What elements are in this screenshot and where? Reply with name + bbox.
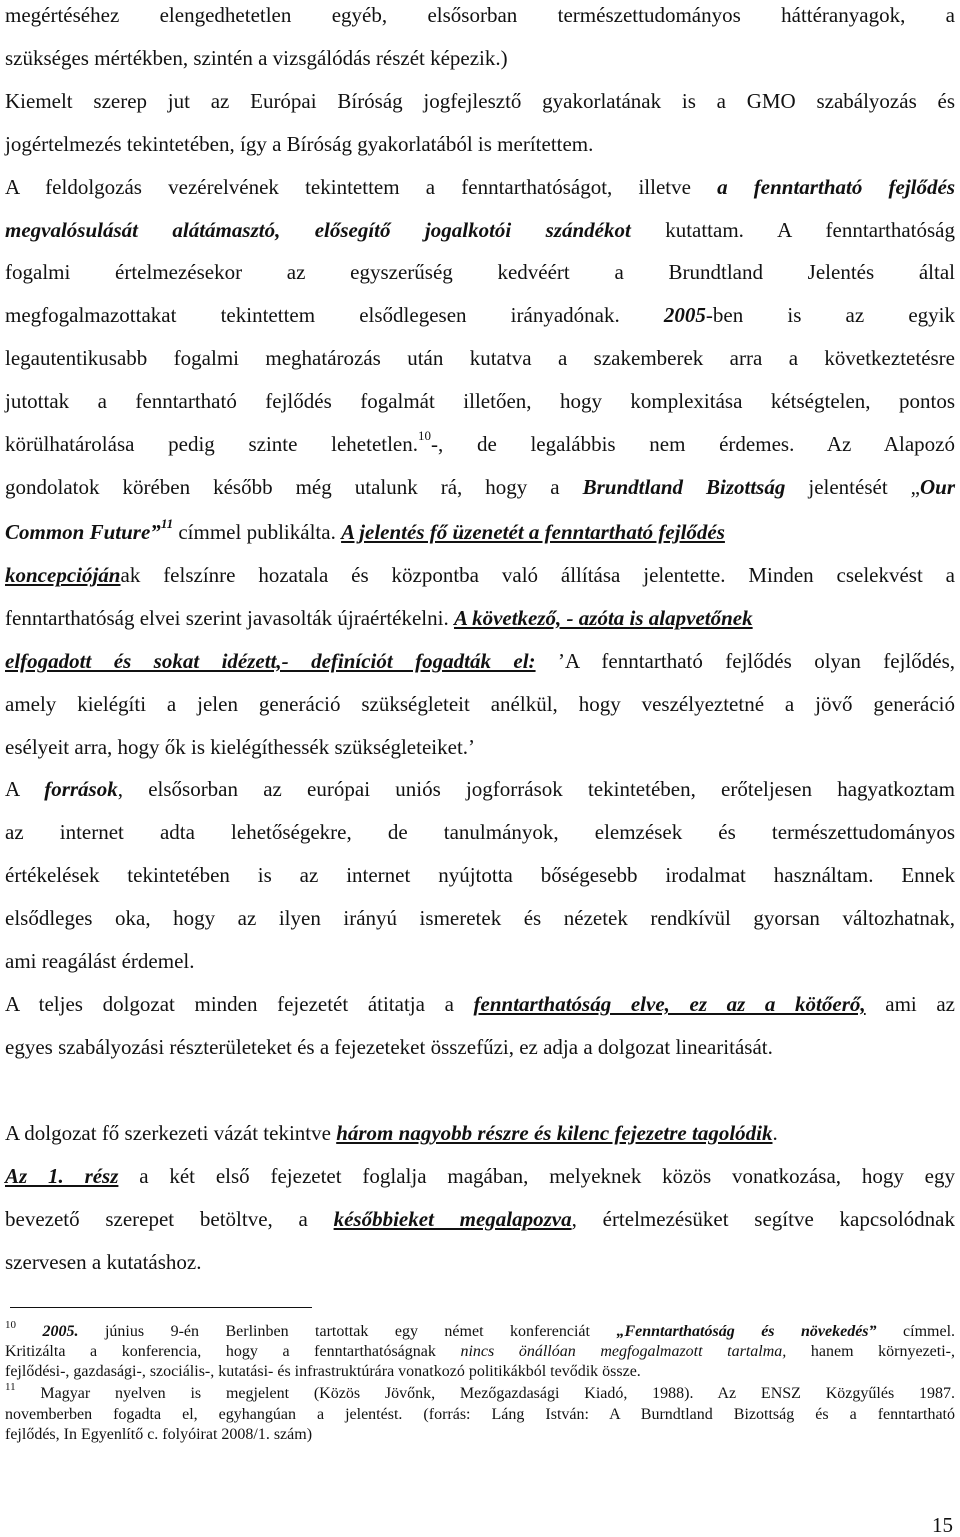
text-line — [5, 172, 955, 202]
text-segment: megvalósulását alátámasztó, elősegítő jogalkotói szándékot — [5, 218, 631, 242]
text-line — [5, 1161, 955, 1191]
text-segment: -, de legalábbis nem érdemes. Az Alapozó — [431, 432, 955, 456]
text-line — [5, 774, 955, 804]
text-line — [5, 0, 955, 30]
text-segment: a két első fejezetet foglalja magában, melyeknek közös vonatkozása, hogy egy — [118, 1164, 955, 1188]
text-line — [5, 689, 955, 719]
text-segment: legautentikusabb fogalmi meghatározás után kutatva a szakemberek arra a következtetésre — [5, 346, 955, 370]
text-segment: egyes szabályozási részterületeket és a fejezeteket összefűzi, ez adja a dolgozat linearitását. — [5, 1035, 773, 1059]
text-line — [5, 215, 955, 245]
text-line — [5, 817, 955, 847]
text-segment: koncepcióján — [5, 563, 121, 587]
text-segment: kutattam. A fenntarthatóság — [630, 218, 955, 242]
footnote-ref: 11 — [160, 516, 174, 531]
text-line — [5, 1247, 955, 1277]
text-line — [5, 343, 955, 373]
text-segment: Common Future” — [5, 520, 161, 544]
text-segment: fogalmi értelmezésekor az egyszerűség kedvéért a Brundtland Jelentés által — [5, 260, 955, 284]
text-segment: szükséges mértékben, szintén a vizsgálódás részét képezik.) — [5, 46, 508, 70]
text-segment: A dolgozat fő szerkezeti vázát tekintve — [5, 1121, 337, 1145]
text-segment: címmel. — [876, 1323, 956, 1340]
text-segment: Az 1. rész — [5, 1164, 119, 1188]
text-segment: címmel publikálta. — [173, 520, 342, 544]
footnote-line — [5, 1405, 955, 1425]
text-segment: június 9-én Berlinben tartottak egy német konferenciát — [78, 1323, 617, 1340]
text-line — [5, 946, 955, 976]
text-segment: megfogalmazottakat tekintettem elsődlegesen irányadónak. — [5, 303, 664, 327]
text-segment: Our — [919, 475, 955, 499]
footnote-line — [5, 1362, 955, 1382]
text-segment: fejlődés, In Egyenlítő c. folyóirat 2008/1. szám) — [5, 1426, 313, 1443]
text-line — [5, 860, 955, 890]
text-segment: , elsősorban az európai uniós jogforrások tekintetében, erőteljesen hagyatkoztam — [117, 777, 955, 801]
text-segment: hanem környezeti-, — [786, 1343, 956, 1360]
text-line — [5, 386, 955, 416]
text-line — [5, 732, 955, 762]
text-segment: fenntarthatóság elve, ez az a kötőerő, — [473, 992, 866, 1016]
text-segment: források — [44, 777, 118, 801]
footnote-line — [5, 1342, 955, 1362]
text-segment: 2005. — [42, 1323, 79, 1340]
text-line — [5, 43, 955, 73]
text-segment: három nagyobb részre és kilenc fejezetre tagolódik — [336, 1121, 773, 1145]
text-line — [5, 517, 955, 547]
footnote-line — [5, 1318, 956, 1342]
text-segment: Kiemelt szerep jut az Európai Bíróság jogfejlesztő gyakorlatának is a GMO szabályozás és — [5, 89, 955, 113]
text-line — [5, 129, 955, 159]
text-segment: elsődleges oka, hogy az ilyen irányú ismeretek és nézetek rendkívül gyorsan változhatnak, — [5, 906, 955, 930]
text-segment: ak felszínre hozatala és központba való állítása jelentette. Minden cselekvést a — [120, 563, 955, 587]
text-segment: megértéséhez elengedhetetlen egyéb, elsősorban természettudományos háttéranyagok, a — [5, 3, 955, 27]
text-segment: a fenntartható fejlődés — [717, 175, 955, 199]
text-segment: jelentését „ — [785, 475, 920, 499]
text-segment: A jelentés fő üzenetét a fenntartható fejlődés — [341, 520, 725, 544]
text-line — [5, 903, 955, 933]
text-segment: , értelmezésüket segítve kapcsolódnak — [571, 1207, 955, 1231]
text-line — [5, 300, 955, 330]
text-segment: . — [772, 1121, 778, 1145]
text-segment: bevezető szerepet betöltve, a — [5, 1207, 334, 1231]
text-line — [5, 1118, 955, 1148]
text-segment: Kritizálta a konferencia, hogy a fenntarthatóságnak — [5, 1343, 461, 1360]
text-segment: amely kielégíti a jelen generáció szükségleteit anélkül, hogy veszélyeztetné a jövő generáció — [5, 692, 955, 716]
text-segment: jogértelmezés tekintetében, így a Bíróság gyakorlatából is merítettem. — [5, 132, 594, 156]
text-line — [5, 472, 955, 502]
text-line — [5, 1204, 955, 1234]
text-line — [5, 989, 955, 1019]
text-segment: elfogadott és sokat idézett,- definíciót fogadták el: — [5, 649, 536, 673]
text-segment — [16, 1323, 42, 1340]
text-segment: 2005 — [663, 303, 706, 327]
text-segment: A feldolgozás vezérelvének tekintettem a fenntarthatóságot, illetve — [5, 175, 718, 199]
text-segment: ami az — [865, 992, 955, 1016]
page-number: 15 — [932, 1513, 953, 1537]
text-segment: gondolatok körében később még utalunk rá, hogy a — [5, 475, 583, 499]
text-segment: fenntarthatóság elvei szerint javasolták újraértékelni. — [5, 606, 454, 630]
footnote-ref: 10 — [5, 1318, 16, 1331]
text-segment: nincs önállóan megfogalmazott tartalma, — [460, 1343, 787, 1360]
text-segment: ’A fenntartható fejlődés olyan fejlődés, — [535, 649, 955, 673]
text-segment: körülhatárolása pedig szinte lehetetlen. — [5, 432, 419, 456]
text-segment: Brundtland Bizottság — [582, 475, 786, 499]
text-segment: az internet adta lehetőségekre, de tanulmányok, elemzések és természettudományos — [5, 820, 955, 844]
text-line — [5, 603, 955, 633]
text-line — [5, 560, 955, 590]
footnote-separator — [10, 1307, 312, 1308]
text-segment: szervesen a kutatáshoz. — [5, 1250, 202, 1274]
footnote-ref: 10 — [418, 428, 432, 443]
footnote-ref: 11 — [5, 1380, 16, 1393]
text-segment: novemberben fogadta el, egyhangúan a jelentést. (forrás: Láng István: A Burndtland Bizottság és a fenntartható — [5, 1406, 955, 1423]
footnote-line — [5, 1425, 955, 1445]
text-segment: A teljes dolgozat minden fejezetét átitatja a — [5, 992, 474, 1016]
text-line — [5, 1032, 955, 1062]
text-line — [5, 646, 955, 676]
text-segment: esélyeit arra, hogy ők is kielégíthessék szükségleteiket.’ — [5, 735, 476, 759]
text-segment: „Fenntarthatóság és növekedés” — [616, 1323, 877, 1340]
text-line — [5, 257, 955, 287]
text-segment: A következő, - azóta is alapvetőnek — [453, 606, 753, 630]
text-segment: későbbieket megalapozva — [333, 1207, 572, 1231]
text-segment: Magyar nyelven is megjelent (Közös Jövőnk, Mezőgazdasági Kiadó, 1988). Az ENSZ Közgyűlés 1987. — [15, 1385, 955, 1402]
text-segment: ami reagálást érdemel. — [5, 949, 195, 973]
text-segment: -ben is az egyik — [705, 303, 955, 327]
text-line — [5, 86, 955, 116]
text-segment: A — [5, 777, 45, 801]
text-segment: fejlődési-, gazdasági-, szociális-, kutatási- és infrastruktúrára vonatkozó politikákból tevődik össze. — [5, 1363, 641, 1380]
footnote-line — [5, 1380, 955, 1404]
text-line — [5, 429, 955, 459]
text-segment: értékelések tekintetében is az internet nyújtotta bőségesebb irodalmat használtam. Ennek — [5, 863, 955, 887]
text-segment: jutottak a fenntartható fejlődés fogalmát illetően, hogy komplexitása kétségtelen, pontos — [5, 389, 955, 413]
